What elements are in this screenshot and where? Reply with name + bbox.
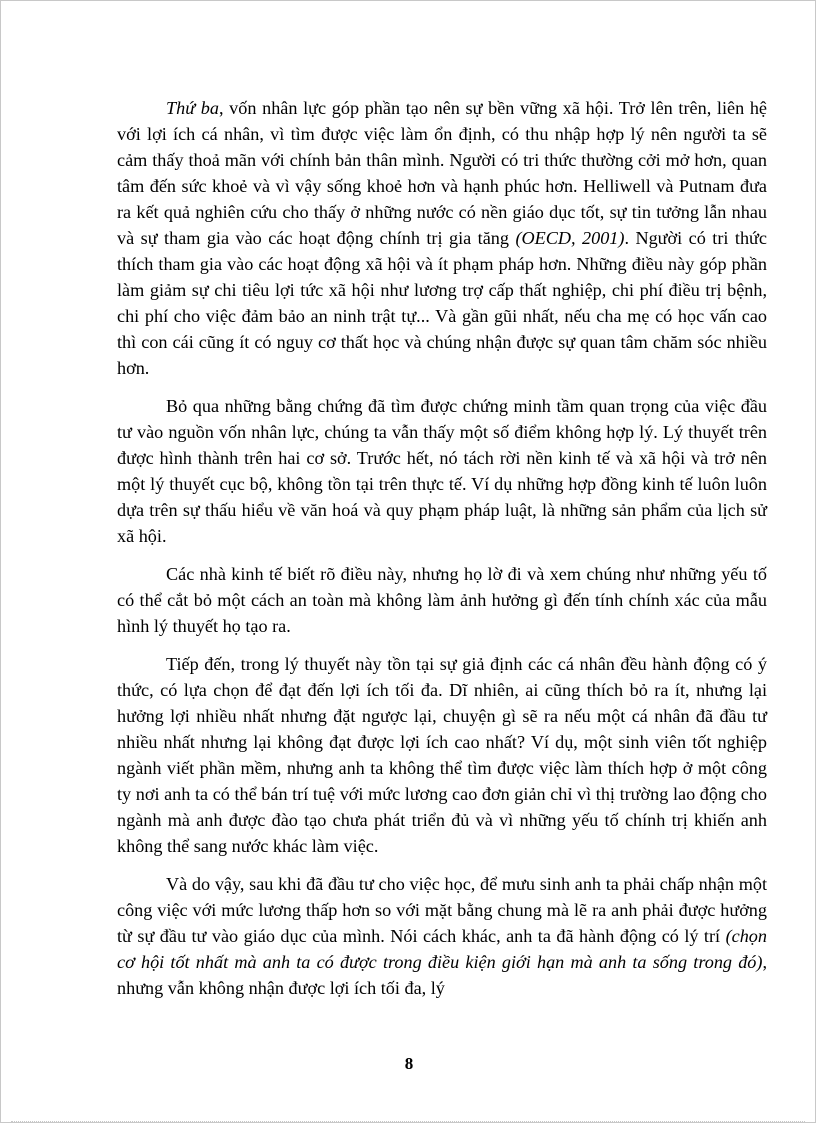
paragraph-4 <box>117 651 767 859</box>
paragraph-1-text-a: , vốn nhân lực góp phần tạo nên sự bền vững xã hội. Trở lên trên, liên hệ với lợi ích cá nhân, vì tìm được việc làm ổn định, có thu nhập hợp lý nên người ta sẽ cảm thấy thoả mãn với chính bản thân mình. Người có tri thức thường cởi mở hơn, quan tâm đến sức khoẻ và vì vậy sống khoẻ hơn và hạnh phúc hơn. Helliwell và Putnam đưa ra kết quả nghiên cứu cho thấy ở những nước có nền giáo dục tốt, sự tin tưởng lẫn nhau và sự tham gia vào các hoạt động chính trị gia tăng <box>117 98 767 248</box>
paragraph-5 <box>117 871 767 1001</box>
paragraph-4-text: Tiếp đến, trong lý thuyết này tồn tại sự giả định các cá nhân đều hành động có ý thức, có lựa chọn để đạt đến lợi ích tối đa. Dĩ nhiên, ai cũng thích bỏ ra ít, nhưng lại hưởng lợi nhiều nhất nhưng đặt ngược lại, chuyện gì sẽ ra nếu một cá nhân đã đầu tư nhiều nhất nhưng lại không đạt được lợi ích cao nhất? Ví dụ, một sinh viên tốt nghiệp ngành viết phần mềm, nhưng anh ta không thể tìm được việc làm thích hợp ở một công ty nơi anh ta có thể bán trí tuệ với mức lương cao đơn giản chỉ vì thị trường lao động cho ngành mà anh được đào tạo chưa phát triển đủ và vì những yếu tố chính trị khiến anh không thể sang nước khác làm việc. <box>117 654 767 856</box>
paragraph-3-text: Các nhà kinh tế biết rõ điều này, nhưng họ lờ đi và xem chúng như những yếu tố có thể cắt bỏ một cách an toàn mà không làm ảnh hưởng gì đến tính chính xác của mẫu hình lý thuyết họ tạo ra. <box>117 564 767 636</box>
paragraph-5-italic-aside: (chọn cơ hội tốt nhất mà anh ta có được trong điều kiện giới hạn mà anh ta sống trong đó) <box>117 926 767 972</box>
document-body <box>117 95 767 1013</box>
paragraph-3 <box>117 561 767 639</box>
paragraph-1-italic-lead: Thứ ba <box>166 98 219 118</box>
paragraph-5-text-a: Và do vậy, sau khi đã đầu tư cho việc học, để mưu sinh anh ta phải chấp nhận một công việc với mức lương thấp hơn so với mặt bằng chung mà lẽ ra anh phải được hưởng từ sự đầu tư vào giáo dục của mình. Nói cách khác, anh ta đã hành động có lý trí <box>117 874 767 946</box>
paragraph-1-citation: (OECD, 2001) <box>515 228 625 248</box>
paragraph-2-text: Bỏ qua những bằng chứng đã tìm được chứng minh tầm quan trọng của việc đầu tư vào nguồn vốn nhân lực, chúng ta vẫn thấy một số điểm không hợp lý. Lý thuyết trên được hình thành trên hai cơ sở. Trước hết, nó tách rời nền kinh tế và xã hội và trở nên một lý thuyết cục bộ, không tồn tại trên thực tế. Ví dụ những hợp đồng kinh tế luôn luôn dựa trên sự thấu hiểu về văn hoá và quy phạm pháp luật, là những sản phẩm của lịch sử xã hội. <box>117 396 767 546</box>
page-bottom-divider <box>11 1121 805 1122</box>
paragraph-1 <box>117 95 767 381</box>
paragraph-5-text-b: , nhưng vẫn không nhận được lợi ích tối đa, lý <box>117 952 767 998</box>
paragraph-1-text-b: . Người có tri thức thích tham gia vào các hoạt động xã hội và ít phạm pháp hơn. Những điều này góp phần làm giảm sự chi tiêu lợi tức xã hội như lương trợ cấp thất nghiệp, chi phí điều trị bệnh, chi phí cho việc đảm bảo an ninh trật tự... Và gần gũi nhất, nếu cha mẹ có học vấn cao thì con cái cũng ít có nguy cơ thất học và chúng nhận được sự quan tâm chăm sóc nhiều hơn. <box>117 228 767 378</box>
paragraph-2 <box>117 393 767 549</box>
page-number: 8 <box>404 1054 414 1073</box>
